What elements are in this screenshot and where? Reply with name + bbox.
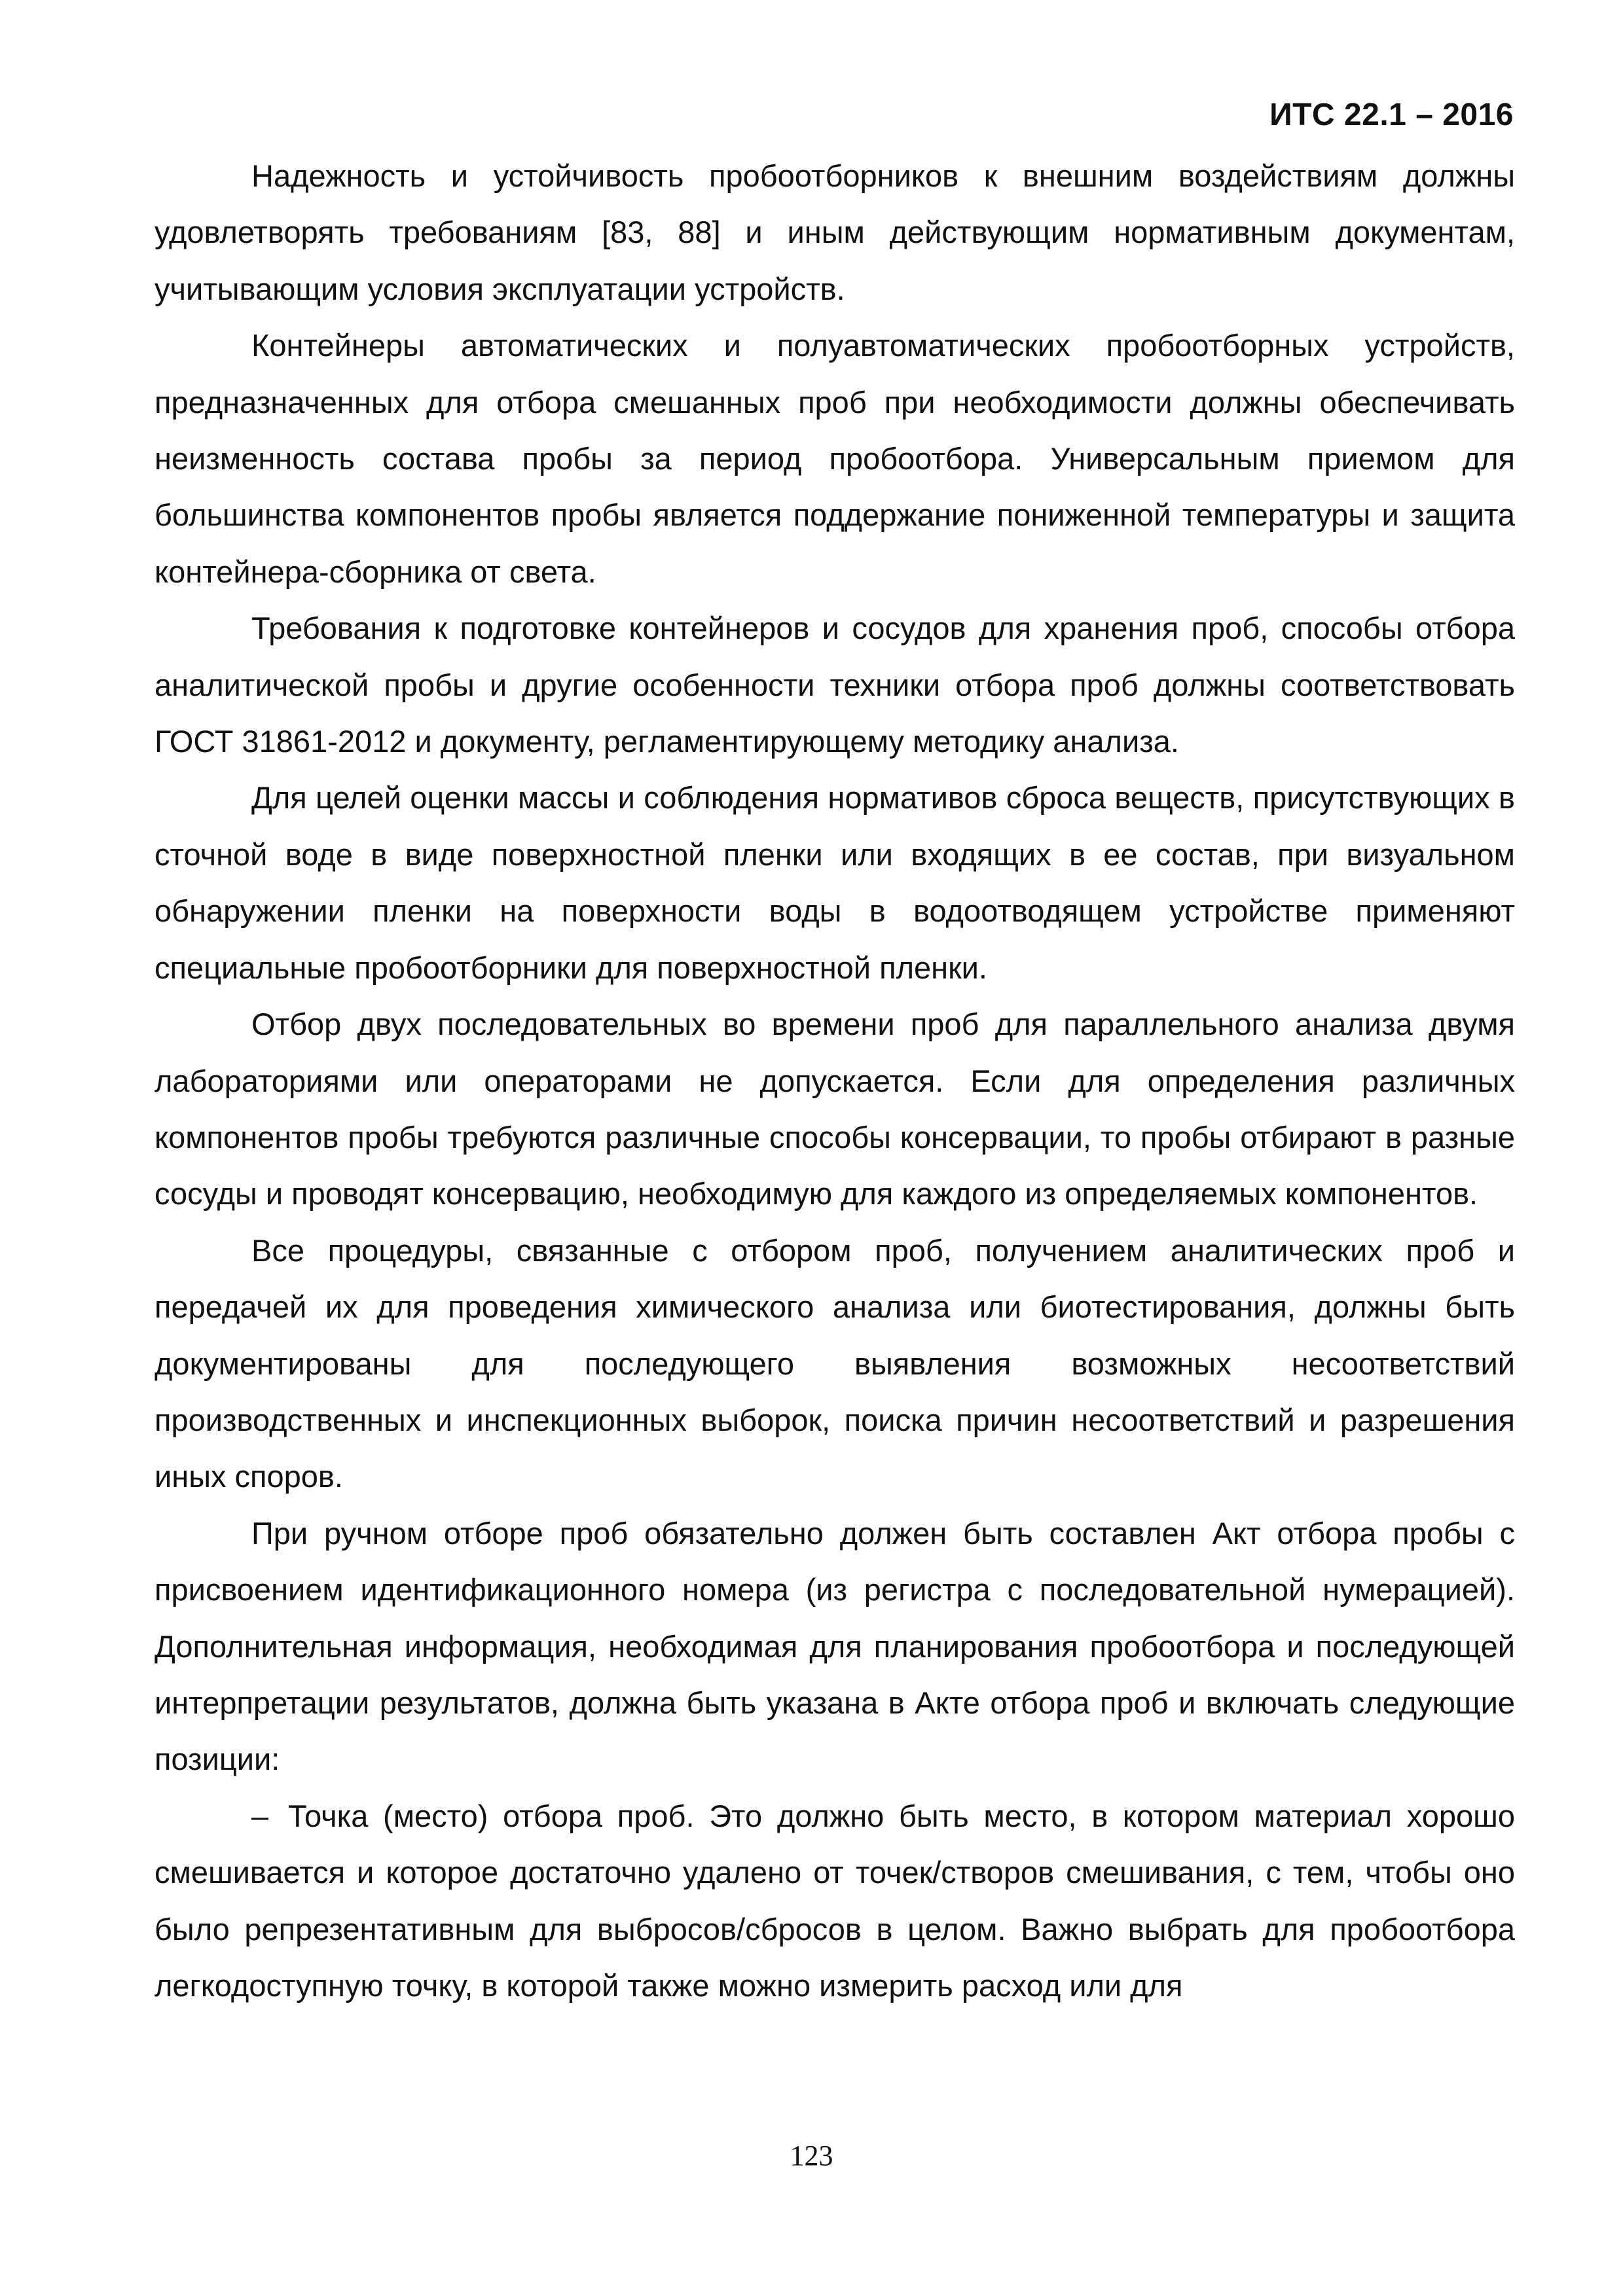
paragraph-containers: Контейнеры автоматических и полуавтоматических пробоотборных устройств, предназначенных для отбора смешанных проб при необходимости должны обеспечивать неизменность состава пробы за период пробоотбора. Универсальным приемом для большинства компонентов пробы является поддержание пониженной температуры и защита контейнера-сборника от света. [155, 328, 1515, 589]
list-item-sampling-point [155, 1788, 1515, 2015]
paragraph-sampling-act: При ручном отборе проб обязательно должен быть составлен Акт отбора пробы с присвоением идентификационного номера (из регистра с последовательной нумерацией). Дополнительная информация, необходимая для планирования пробоотбора и последующей интерпретации результатов, должна быть указана в Акте отбора проб и включать следующие позиции: [155, 1515, 1515, 1777]
page-number: 123 [790, 2140, 833, 2172]
paragraph-documentation: Все процедуры, связанные с отбором проб, получением аналитических проб и передачей их для проведения химического анализа или биотестирования, должны быть документированы для последующего выявления возможных несоответствий производственных и инспекционных выборок, поиска причин несоответствий и разрешения иных споров. [155, 1232, 1515, 1494]
page-body [155, 148, 1515, 2014]
paragraph-reliability: Надежность и устойчивость пробоотборников к внешним воздействиям должны удовлетворять требованиям [83, 88] и иным действующим нормативным документам, учитывающим условия эксплуатации устройств. [155, 158, 1515, 306]
list-item-text: Точка (место) отбора проб. Это должно быть место, в котором материал хорошо смешивается и которое достаточно удалено от точек/створов смешивания, с тем, чтобы оно было репрезентативным для выбросов/сбросов в целом. Важно выбрать для пробоотбора легкодоступную точку, в которой также можно измерить расход или для [155, 1798, 1515, 2003]
paragraph-parallel-analysis: Отбор двух последовательных во времени проб для параллельного анализа двумя лабораториями или операторами не допускается. Если для определения различных компонентов пробы требуются различные способы консервации, то пробы отбирают в разные сосуды и проводят консервацию, необходимую для каждого из определяемых компонентов. [155, 1007, 1515, 1211]
paragraph-surface-film: Для целей оценки массы и соблюдения нормативов сброса веществ, присутствующих в сточной воде в виде поверхностной пленки или входящих в ее состав, при визуальном обнаружении пленки на поверхности воды в водоотводящем устройстве применяют специальные пробоотборники для поверхностной пленки. [155, 780, 1515, 985]
list-dash-marker: – [251, 1798, 269, 1833]
document-code-header: ИТС 22.1 – 2016 [1269, 98, 1514, 132]
paragraph-container-preparation: Требования к подготовке контейнеров и сосудов для хранения проб, способы отбора аналитической пробы и другие особенности техники отбора проб должны соответствовать ГОСТ 31861-2012 и документу, регламентирующему методику анализа. [155, 611, 1515, 759]
